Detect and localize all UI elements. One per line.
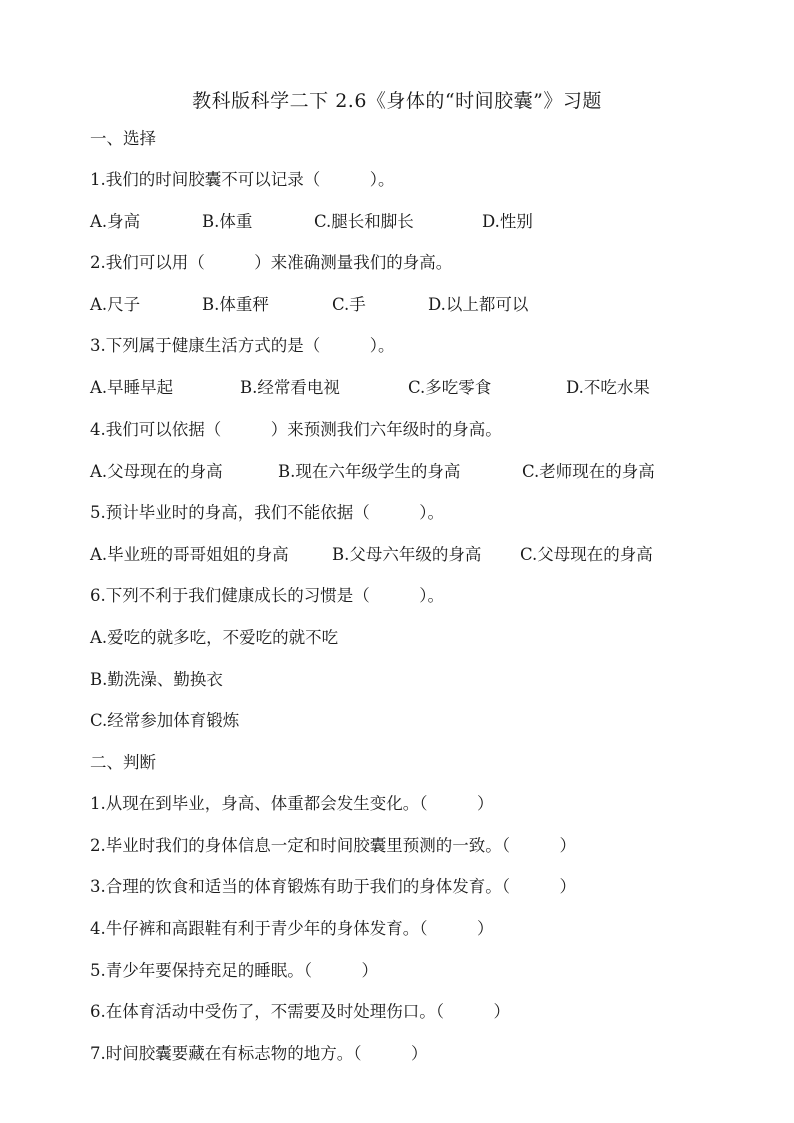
- option: B.体重: [202, 212, 253, 231]
- option: A.毕业班的哥哥姐姐的身高: [90, 545, 289, 564]
- judgment-item: 2.毕业时我们的身体信息一定和时间胶囊里预测的一致。（ ）: [90, 836, 576, 855]
- option: C.父母现在的身高: [520, 545, 653, 564]
- question-text: 6.下列不利于我们健康成长的习惯是（ ）。: [90, 586, 444, 605]
- judgment-item: 1.从现在到毕业，身高、体重都会发生变化。（ ）: [90, 794, 494, 813]
- option: C.经常参加体育锻炼: [90, 711, 240, 730]
- option: A.尺子: [90, 295, 141, 314]
- option: D.不吃水果: [566, 378, 650, 397]
- judgment-item: 4.牛仔裤和高跟鞋有利于青少年的身体发育。（ ）: [90, 919, 494, 938]
- option: B.现在六年级学生的身高: [278, 462, 461, 481]
- worksheet-title: 教科版科学二下 2.6《身体的“时间胶囊”》习题: [192, 90, 602, 112]
- judgment-item: 5.青少年要保持充足的睡眠。（ ）: [90, 961, 378, 980]
- option: B.勤洗澡、勤换衣: [90, 670, 223, 689]
- question-text: 2.我们可以用（ ）来准确测量我们的身高。: [90, 253, 453, 272]
- option: A.爱吃的就多吃，不爱吃的就不吃: [90, 628, 339, 647]
- question-text: 3.下列属于健康生活方式的是（ ）。: [90, 336, 395, 355]
- judgment-item: 7.时间胶囊要藏在有标志物的地方。（ ）: [90, 1044, 428, 1063]
- option: A.父母现在的身高: [90, 462, 223, 481]
- option: C.多吃零食: [408, 378, 492, 397]
- option: C.手: [332, 295, 366, 314]
- option: B.父母六年级的身高: [332, 545, 482, 564]
- section-heading-judgment: 二、判断: [90, 753, 156, 772]
- question-text: 1.我们的时间胶囊不可以记录（ ）。: [90, 170, 395, 189]
- option: C.腿长和脚长: [314, 212, 414, 231]
- option: A.早睡早起: [90, 378, 174, 397]
- section-heading-choice: 一、选择: [90, 129, 156, 148]
- option: D.以上都可以: [428, 295, 529, 314]
- judgment-item: 6.在体育活动中受伤了，不需要及时处理伤口。（ ）: [90, 1002, 510, 1021]
- option: C.老师现在的身高: [522, 462, 655, 481]
- question-text: 5.预计毕业时的身高，我们不能依据（ ）。: [90, 503, 444, 522]
- option: B.经常看电视: [240, 378, 340, 397]
- judgment-item: 3.合理的饮食和适当的体育锻炼有助于我们的身体发育。（ ）: [90, 877, 576, 896]
- option: D.性别: [482, 212, 533, 231]
- option: B.体重秤: [202, 295, 269, 314]
- option: A.身高: [90, 212, 141, 231]
- question-text: 4.我们可以依据（ ）来预测我们六年级时的身高。: [90, 420, 502, 439]
